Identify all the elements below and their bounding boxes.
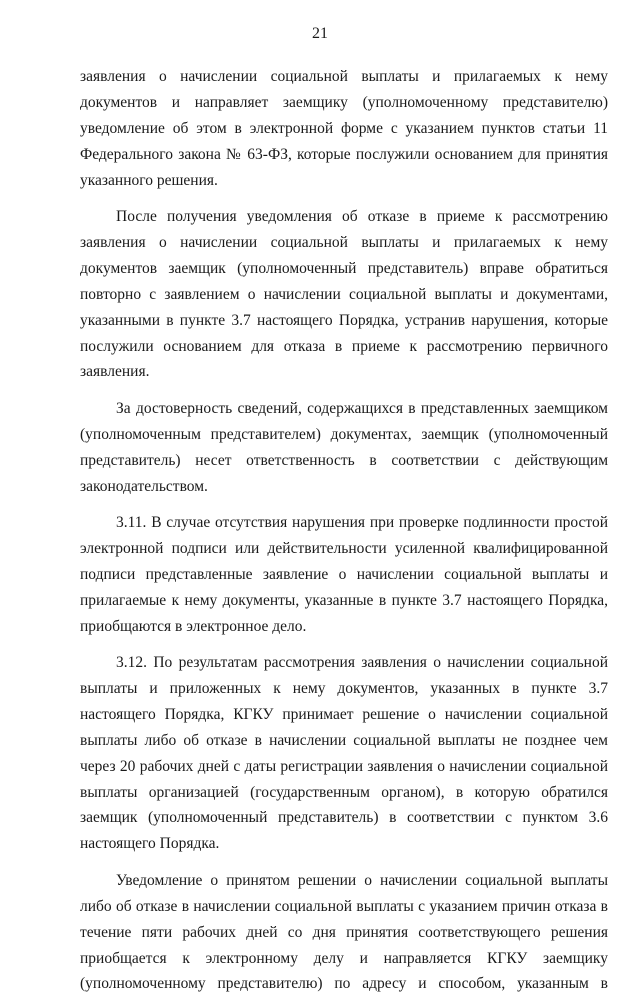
- paragraph-continuation: заявления о начислении социальной выплаты и прилагаемых к нему документов и направляет заемщику (уполномоченному представителю) уведомление об этом в электронной форме с указанием пунктов статьи 11 Федерального закона № 63-ФЗ, которые послужили основанием для принятия указанного решения.: [80, 68, 608, 189]
- page-number: 21: [312, 25, 328, 42]
- paragraph-notification: Уведомление о принятом решении о начислении социальной выплаты либо об отказе в начислении социальной выплаты с указанием причин отказа в течение пяти рабочих дней со дня принятия соответствующего решения приобщается к электронному делу и направляется КГКУ заемщику (уполномоченному представителю) по адресу и способом, указанным в: [80, 871, 608, 993]
- paragraph-responsibility: За достоверность сведений, содержащихся в представленных заемщиком (уполномоченным представителем) документах, заемщик (уполномоченный представитель) несет ответственность в соответствии с действующим законодательством.: [80, 399, 608, 495]
- paragraph-resubmission: После получения уведомления об отказе в приеме к рассмотрению заявления о начислении социальной выплаты и прилагаемых к нему документов заемщик (уполномоченный представитель) вправе обратиться повторно с заявлением о начислении социальной выплаты и документами, указанными в пункте 3.7 настоящего Порядка, устранив нарушения, которые послужили основанием для отказа в приеме к рассмотрению первичного заявления.: [80, 208, 608, 381]
- document-body: [80, 64, 608, 997]
- paragraph-3-12: 3.12. По результатам рассмотрения заявления о начислении социальной выплаты и приложенных к нему документов, указанных в пункте 3.7 настоящего Порядка, КГКУ принимает решение о начислении социальной выплаты либо об отказе в начислении социальной выплаты не позднее чем через 20 рабочих дней с даты регистрации заявления о начислении социальной выплаты организацией (государственным органом), в которую обратился заемщик (уполномоченный представитель) в соответствии с пунктом 3.6 настоящего Порядка.: [80, 654, 608, 853]
- paragraph-3-11: 3.11. В случае отсутствия нарушения при проверке подлинности простой электронной подписи или действительности усиленной квалифицированной подписи представленные заявление о начислении социальной выплаты и прилагаемые к нему документы, указанные в пункте 3.7 настоящего Порядка, приобщаются в электронное дело.: [80, 514, 608, 635]
